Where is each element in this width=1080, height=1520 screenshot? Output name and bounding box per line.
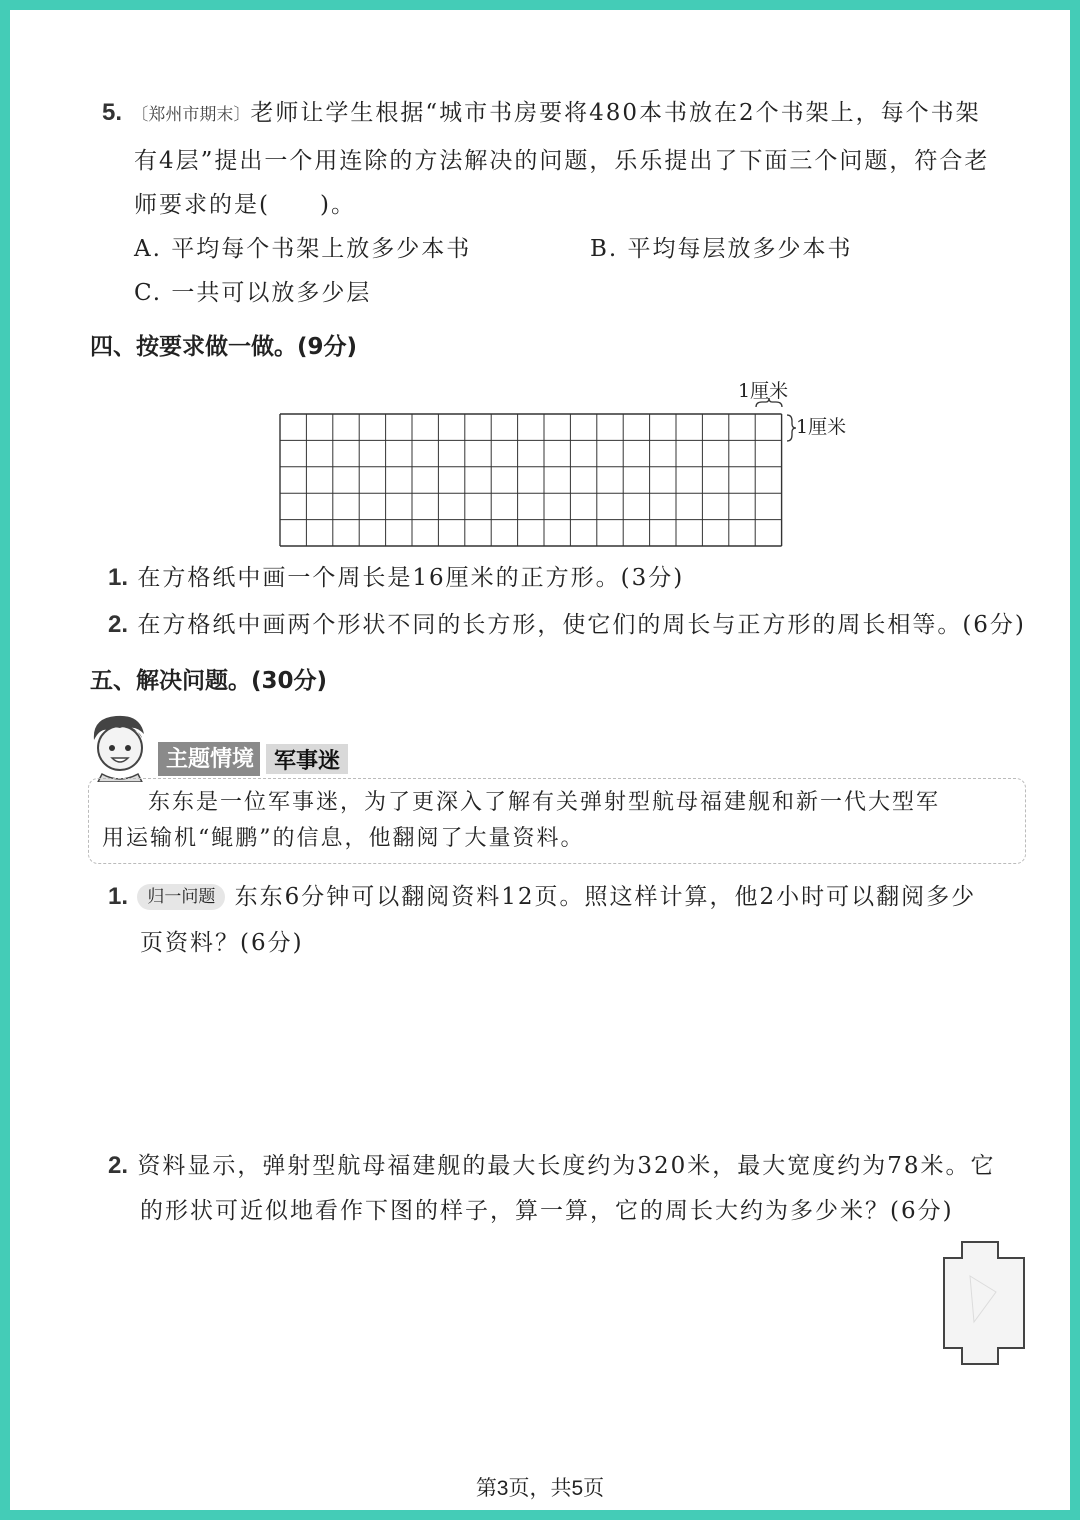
s4-item1-number: 1. <box>108 564 129 591</box>
q5-text-1: 老师让学生根据“城市书房要将480本书放在2个书架上，每个书架 <box>250 100 981 126</box>
q5-line3: 师要求的是( )。 <box>134 192 356 218</box>
s5-problem1-line1 <box>108 882 976 912</box>
q5-option-b: B. 平均每层放多少本书 <box>590 236 853 262</box>
s4-item1 <box>108 563 684 593</box>
section5-heading: 五、解决问题。(30分) <box>90 668 328 694</box>
s4-item2-text: 在方格纸中画两个形状不同的长方形，使它们的周长与正方形的周长相等。(6分) <box>137 612 1026 638</box>
context-line2: 用运输机“鲲鹏”的信息，他翻阅了大量资料。 <box>102 826 585 851</box>
s5-problem1-tag: 归一问题 <box>137 884 225 910</box>
s4-item2 <box>108 610 1026 640</box>
s5-problem2-line1 <box>108 1151 996 1181</box>
s4-item2-number: 2. <box>108 611 129 638</box>
s4-item1-text: 在方格纸中画一个周长是16厘米的正方形。(3分) <box>137 565 685 591</box>
q5-number: 5. <box>102 99 123 126</box>
q5-line2: 有4层”提出一个用连除的方法解决的问题，乐乐提出了下面三个问题，符合老 <box>134 148 990 174</box>
s5-problem2-line2: 的形状可近似地看作下图的样子，算一算，它的周长大约为多少米？(6分) <box>140 1198 954 1224</box>
s5-problem2-text: 资料显示，弹射型航母福建舰的最大长度约为320米，最大宽度约为78米。它 <box>137 1153 996 1179</box>
worksheet-page <box>10 10 1070 1510</box>
s5-problem1-number: 1. <box>108 883 129 910</box>
carrier-shape <box>930 1236 1030 1372</box>
q5-option-c: C. 一共可以放多少层 <box>134 280 372 306</box>
s5-problem1-line2: 页资料？(6分) <box>140 930 304 956</box>
q5-source: 〔郑州市期末〕 <box>131 105 251 125</box>
s5-problem2-number: 2. <box>108 1152 129 1179</box>
width-brace-icon <box>756 398 782 407</box>
q5-option-a: A. 平均每个书架上放多少本书 <box>134 236 472 262</box>
context-line1: 东东是一位军事迷，为了更深入了解有关弹射型航母福建舰和新一代大型军 <box>148 790 941 815</box>
page-footer: 第3页，共5页 <box>475 1477 605 1500</box>
height-brace-icon <box>787 415 796 441</box>
grid-paper <box>10 10 1070 570</box>
boy-avatar-icon <box>82 710 162 782</box>
theme-label: 主题情境 <box>158 742 260 776</box>
grid-width-label: 1厘米 <box>738 380 789 402</box>
theme-name: 军事迷 <box>264 742 350 776</box>
grid-height-label: 1厘米 <box>796 416 847 438</box>
section4-heading: 四、按要求做一做。(9分) <box>90 334 358 360</box>
s5-problem1-text: 东东6分钟可以翻阅资料12页。照这样计算，他2小时可以翻阅多少 <box>234 884 977 910</box>
theme-banner <box>158 742 350 776</box>
